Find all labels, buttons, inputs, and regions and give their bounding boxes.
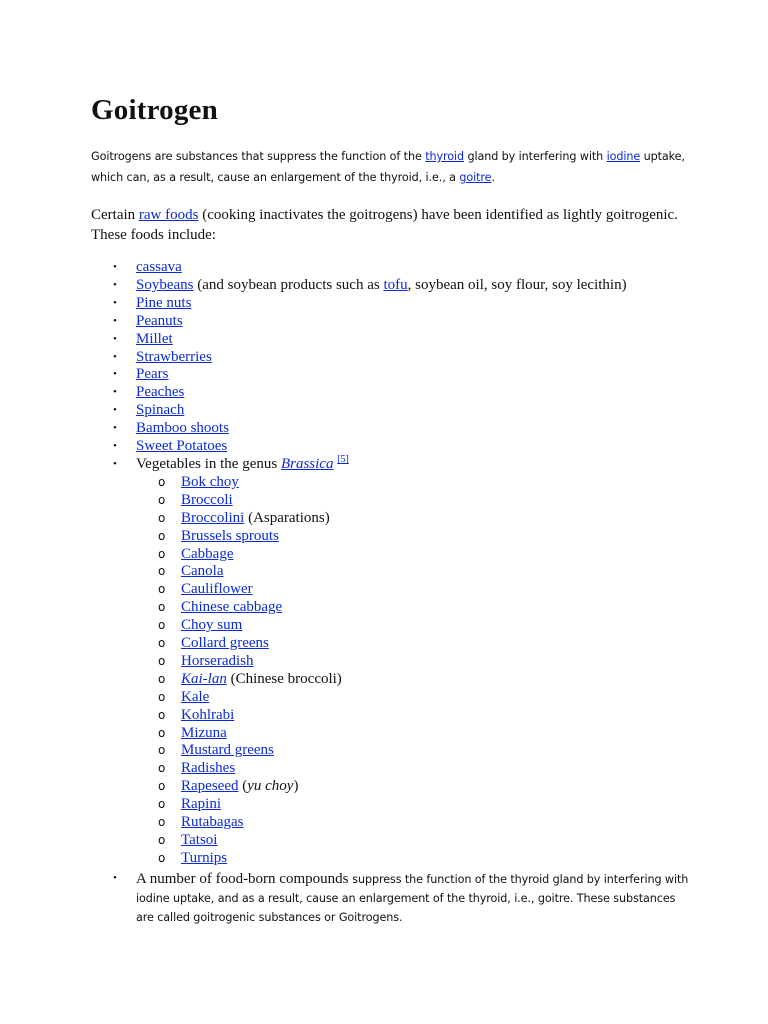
circle-bullet-icon: o [158,833,166,847]
bullet-icon: • [113,278,117,291]
circle-bullet-icon: o [158,528,166,543]
bullet-icon: • [113,440,117,453]
bullet-icon: • [113,871,117,884]
circle-bullet-icon: o [158,510,166,525]
sub-list-item [136,546,691,564]
sub-list-item [136,635,691,653]
circle-bullet-icon: o [158,850,166,865]
intro-text-1: Goitrogens are substances that suppress the function of the [91,150,426,163]
sub-list-item [136,563,691,581]
intro-text-2: gland by interfering with [464,150,607,163]
food-link[interactable]: Spinach [136,402,185,419]
circle-bullet-icon: o [158,671,166,686]
circle-bullet-icon: o [158,582,166,597]
sub-list-item [136,760,691,778]
brassica-link[interactable] [281,456,334,472]
vegetable-link-text: Kai-lan [181,670,227,687]
circle-bullet-icon: o [158,564,166,579]
sub-list-item [136,492,691,510]
list-item [91,295,691,313]
list-item [91,384,691,402]
circle-bullet-icon: o [158,653,166,668]
article [91,92,691,927]
vegetable-link[interactable]: Canola [181,563,224,580]
vegetable-link[interactable]: Broccolini [181,509,245,526]
para-text-2: (cooking inactivates the goitrogens) have been identified as lightly goitrogenic. These foods include: [91,207,678,243]
sub-list-item [136,671,691,689]
vegetable-link[interactable]: Cauliflower [181,581,253,598]
list-item [91,331,691,349]
circle-bullet-icon: o [158,779,166,794]
vegetable-link[interactable]: Rapeseed [181,778,239,795]
sub-list-item [136,689,691,707]
list-item [91,402,691,420]
sub-list-item [136,528,691,546]
brassica-link-text: Brassica [280,455,334,472]
vegetable-link[interactable]: Tatsoi [181,832,218,848]
para-text-1: Certain [91,207,139,223]
sub-list-item [136,850,691,868]
bullet-icon: • [113,386,117,399]
circle-bullet-icon: o [158,743,166,758]
vegetable-link[interactable] [181,671,227,687]
sub-list-item [136,814,691,832]
citation-link[interactable]: [5] [337,453,349,465]
sub-list-item [136,725,691,743]
vegetable-link[interactable]: Broccoli [181,491,233,508]
circle-bullet-icon: o [158,797,166,812]
bullet-icon: • [113,296,117,309]
vegetable-link[interactable]: Choy sum [181,617,243,634]
circle-bullet-icon: o [158,492,166,507]
vegetable-link[interactable]: Rapini [181,796,221,813]
bullet-icon: • [113,261,117,273]
raw-foods-link[interactable]: raw foods [138,207,199,223]
food-link[interactable]: Pears [136,366,169,383]
goitre-link[interactable]: goitre [459,171,492,184]
soybeans-detail-1: (and soybean products such as [193,276,384,293]
bullet-icon: • [113,350,117,363]
list-item [91,313,691,331]
thyroid-link[interactable]: thyroid [425,150,465,163]
vegetable-link[interactable]: Radishes [181,760,236,777]
circle-bullet-icon: o [158,618,166,633]
vegetable-link[interactable]: Rutabagas [181,814,244,831]
list-item-compounds [91,870,691,927]
rapeseed-open: ( [238,778,248,795]
vegetable-link[interactable]: Turnips [181,849,228,866]
list-item [91,259,691,277]
vegetable-note: (Chinese broccoli) [226,670,342,687]
bullet-icon: • [113,368,117,381]
sub-list-item [136,832,691,850]
list-item [91,349,691,367]
vegetable-link[interactable]: Cabbage [181,545,234,562]
vegetable-link[interactable]: Brussels sprouts [181,527,279,544]
vegetable-link[interactable]: Kale [181,688,210,705]
tofu-link[interactable]: tofu [383,276,408,293]
sub-list-item [136,599,691,617]
intro-text-3: uptake, which can, as a result, cause an enlargement of the thyroid, i.e., a [91,150,685,184]
vegetable-link[interactable]: Bok choy [181,473,239,490]
intro-paragraph [91,146,691,188]
food-link[interactable]: Sweet Potatoes [136,438,228,455]
bullet-icon: • [113,422,117,435]
list-item [91,366,691,384]
vegetables-list [136,474,691,868]
vegetable-link[interactable]: Mizuna [181,724,227,741]
page-title: Goitrogen [91,94,218,126]
sub-list-item [136,510,691,528]
bullet-icon: • [113,457,117,470]
food-link[interactable]: Millet [136,330,173,347]
sub-list-item [136,581,691,599]
rapeseed-italic: yu choy [247,778,294,795]
list-item [91,438,691,456]
circle-bullet-icon: o [158,600,166,615]
list-item-brassica [91,453,691,868]
food-link[interactable]: Bamboo shoots [136,420,229,437]
food-link[interactable]: Pine nuts [136,294,192,311]
list-item [91,420,691,438]
brassica-text: Vegetables in the genus [136,455,281,472]
rapeseed-close: ) [293,778,299,795]
bullet-icon: • [113,404,117,417]
bullet-icon: • [113,332,117,345]
vegetable-note: (Asparations) [244,509,330,526]
intro-text-4: . [491,171,495,184]
foods-paragraph [91,205,691,245]
sub-list-item [136,778,691,796]
foods-list [91,259,691,927]
circle-bullet-icon: o [158,707,166,722]
bullet-icon: • [113,314,117,327]
food-link[interactable]: Soybeans [136,276,194,293]
iodine-link[interactable]: iodine [606,150,641,163]
sub-list-item [136,474,691,492]
compounds-text-sans: suppress the function of the thyroid gland by interfering with iodine uptake, and as a result, cause an enlargement of the thyroid, i.e., goitre. These substances are called goitrogenic substances or Goitrogens. [136,872,689,924]
sub-list-item [136,796,691,814]
sub-list-item [136,707,691,725]
compounds-text-serif: A number of food-born compounds [136,870,353,887]
food-link[interactable]: Strawberries [136,348,212,365]
list-item [91,277,691,295]
circle-bullet-icon: o [158,815,166,830]
soybeans-detail-2: , soybean oil, soy flour, soy lecithin) [407,276,627,293]
circle-bullet-icon: o [158,546,166,561]
vegetable-link[interactable]: Chinese cabbage [181,599,283,616]
vegetable-link[interactable]: Horseradish [181,652,254,669]
sub-list-item [136,617,691,635]
food-link[interactable]: Peanuts [136,312,183,329]
vegetable-link[interactable]: Mustard greens [181,742,274,759]
circle-bullet-icon: o [158,474,166,489]
circle-bullet-icon: o [158,689,166,704]
sub-list-item [136,742,691,760]
food-link[interactable]: cassava [136,259,182,275]
circle-bullet-icon: o [158,636,166,651]
vegetable-link[interactable]: Collard greens [181,635,269,652]
food-link[interactable]: Peaches [136,384,185,401]
sub-list-item [136,653,691,671]
vegetable-link[interactable]: Kohlrabi [181,706,235,723]
circle-bullet-icon: o [158,725,166,740]
circle-bullet-icon: o [158,761,166,776]
